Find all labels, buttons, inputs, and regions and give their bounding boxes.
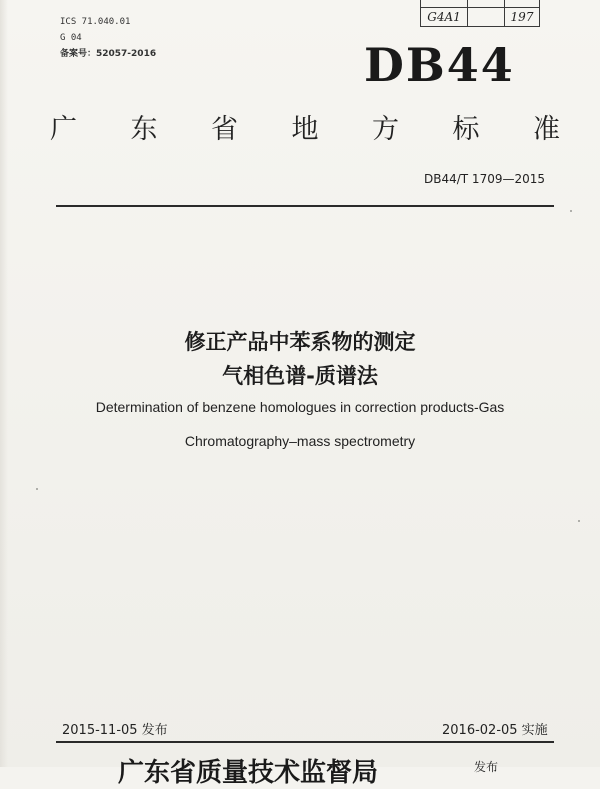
standard-number: DB44/T 1709—2015: [424, 172, 546, 186]
standard-type-char: 准: [533, 114, 560, 145]
stamp-top-row: [421, 0, 539, 8]
scan-speck: [578, 520, 580, 522]
title-english-line2: Chromatography–mass spectrometry: [184, 433, 416, 449]
standard-code-logo: DB44: [364, 38, 515, 92]
title-english-line1: Determination of benzene homologues in correction products-Gas: [95, 399, 505, 415]
ics-code: ICS 71.040.01: [60, 17, 131, 27]
title-chinese-line1: 修正产品中苯系物的测定: [184, 330, 416, 354]
scan-speck: [36, 488, 38, 490]
standard-type-char: 广: [50, 114, 77, 145]
title-chinese-line2: 气相色谱-质谱法: [222, 364, 378, 388]
scan-speck: [570, 210, 572, 212]
standard-type-char: 地: [291, 114, 319, 145]
standard-type-heading: [50, 107, 560, 146]
standard-type-char: 省: [211, 114, 238, 145]
issuing-authority: 广东省质量技术监督局: [118, 758, 379, 788]
library-stamp: [420, 0, 540, 27]
standard-type-char: 标: [452, 114, 480, 145]
implementation-date: 2016-02-05 实施: [442, 723, 548, 738]
header-divider: [56, 205, 554, 207]
filing-number: 备案号：52057-2016: [60, 49, 157, 59]
issuing-authority-suffix: 发布: [474, 760, 499, 774]
stamp-cell-number: 197: [510, 10, 534, 24]
stamp-cell-classification: G4A1: [421, 0, 468, 26]
ccs-code: G 04: [60, 33, 82, 43]
footer-divider: [56, 741, 554, 743]
classification-block: [60, 14, 156, 62]
standard-type-char: 方: [372, 114, 399, 145]
issue-date: 2015-11-05 发布: [62, 723, 168, 738]
standard-type-char: 东: [130, 114, 158, 145]
